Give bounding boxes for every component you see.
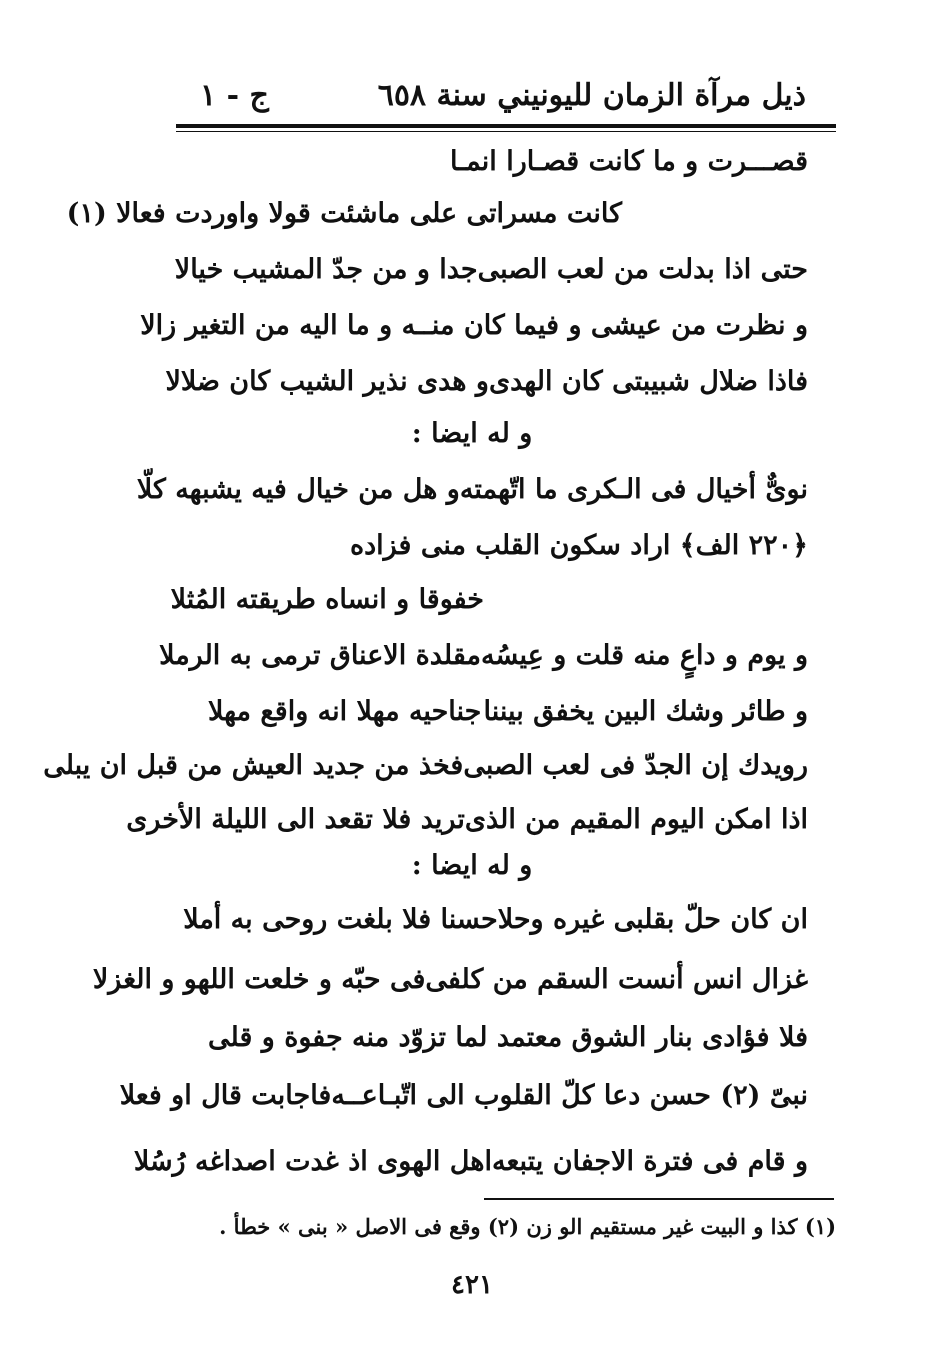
hemistich-2: اهل الهوى اذ غدت اصداغه رُسُلا bbox=[133, 1146, 492, 1177]
verse-line-19 bbox=[133, 1146, 808, 1177]
hemistich-1: و نظرت من عيشى و فيما كان منـ bbox=[423, 310, 808, 341]
hemistich-2: تريد فلا تقعد الى الليلة الأخرى bbox=[126, 804, 465, 835]
hemistich-2: و هل من خيال فيه يشبهه كلّا bbox=[136, 474, 460, 505]
hemistich-1: ان كان حلّ بقلبى غيره وحلا bbox=[497, 904, 808, 935]
hemistich-1: اذا امكن اليوم المقيم من الذى bbox=[464, 804, 808, 835]
heading-text: و له ايضا : bbox=[411, 418, 533, 449]
hemistich-1: و قام فى فترة الاجفان يتبعه bbox=[491, 1146, 808, 1177]
verse-line-9 bbox=[171, 586, 484, 613]
header-rule bbox=[176, 124, 836, 128]
hemistich-2: و هدى نذير الشيب كان ضلالا bbox=[165, 366, 489, 397]
verse-line-15 bbox=[183, 904, 808, 935]
verse-line-1 bbox=[450, 148, 808, 175]
verse-line-4 bbox=[140, 310, 808, 341]
hemistich-2: جناحيه مهلا انه واقع مهلا bbox=[208, 696, 482, 727]
hemistich-2: ـه و ما اليه من التغير زالا bbox=[140, 310, 424, 341]
verse-line-12 bbox=[43, 750, 808, 781]
hemistich-2: فى حبّه و خلعت اللهو و الغزلا bbox=[92, 964, 426, 995]
footnote-rule bbox=[484, 1198, 834, 1200]
verse-line-18 bbox=[119, 1080, 808, 1111]
hemistich-2: جدا و من جدّ المشيب خيالا bbox=[174, 254, 478, 285]
footnote: (١) كذا و البيت غير مستقيم الو زن (٢) وقع فى الاصل « بنى » خطأ . bbox=[219, 1214, 836, 1239]
running-title: ذيل مرآة الزمان لليونيني سنة ٦٥٨ bbox=[377, 78, 806, 113]
verse-line-13 bbox=[126, 804, 808, 835]
page-number: ٤٢١ bbox=[451, 1270, 493, 1300]
verse-line-8 bbox=[350, 532, 808, 559]
hemistich-1: فاذا ضلال شبيبتى كان الهدى bbox=[488, 366, 808, 397]
verse-line-7 bbox=[136, 474, 808, 505]
hemistich-2: فاجابت قال او فعلا bbox=[119, 1080, 332, 1111]
hemistich-1: كانت مسراتى على ماشئت قولا واوردت فعالا (١) bbox=[66, 198, 622, 229]
hemistich-1: قصـــرت و ما كانت قصـارا انمـا bbox=[450, 146, 808, 177]
section-heading-1 bbox=[0, 420, 944, 447]
heading-text: و له ايضا : bbox=[411, 850, 533, 881]
hemistich-1: نوىٌّ أخيال فى الـكرى ما اتّهمته bbox=[459, 474, 808, 505]
hemistich-2: لما تزوّد منه جفوة و قلى bbox=[208, 1022, 488, 1053]
section-heading-2 bbox=[0, 852, 944, 879]
verse-line-5 bbox=[165, 366, 808, 397]
hemistich-1: و طائر وشك البين يخفق بيننا bbox=[483, 696, 808, 727]
verse-line-16 bbox=[92, 964, 808, 995]
hemistich-1: و يوم و داعٍ منه قلت و عِيسُه bbox=[481, 640, 808, 671]
hemistich-2: حسنا فلا بلغت روحى به أملا bbox=[183, 904, 498, 935]
hemistich-1: خفوقا و انساه طريقته المُثلا bbox=[170, 584, 484, 615]
hemistich-2: فخذ من جديد العيش من قبل ان يبلى bbox=[43, 750, 464, 781]
hemistich-1: ﴿٢٢٠ الف﴾ اراد سكون القلب منى فزاده bbox=[349, 530, 808, 561]
hemistich-1: فلا فؤادى بنار الشوق معتمد bbox=[496, 1022, 808, 1053]
verse-line-3 bbox=[174, 254, 808, 285]
volume-number: ج - ١ bbox=[200, 78, 269, 113]
verse-line-11 bbox=[208, 698, 808, 725]
hemistich-1: رويدك إن الجدّ فى لعب الصبى bbox=[463, 750, 808, 781]
hemistich-1: نبىّ (٢) حسن دعا كلّ القلوب الى اتّبـاعــه bbox=[331, 1080, 808, 1111]
hemistich-1: غزال انس أنست السقم من كلفى bbox=[425, 964, 808, 995]
hemistich-2: مقلدة الاعناق ترمى به الرملا bbox=[159, 640, 481, 671]
verse-line-2 bbox=[67, 200, 622, 227]
verse-line-10 bbox=[159, 640, 808, 671]
header-rule-thin bbox=[176, 131, 836, 132]
hemistich-1: حتى اذا بدلت من لعب الصبى bbox=[477, 254, 808, 285]
verse-line-17 bbox=[208, 1024, 808, 1051]
page-header bbox=[176, 72, 836, 122]
